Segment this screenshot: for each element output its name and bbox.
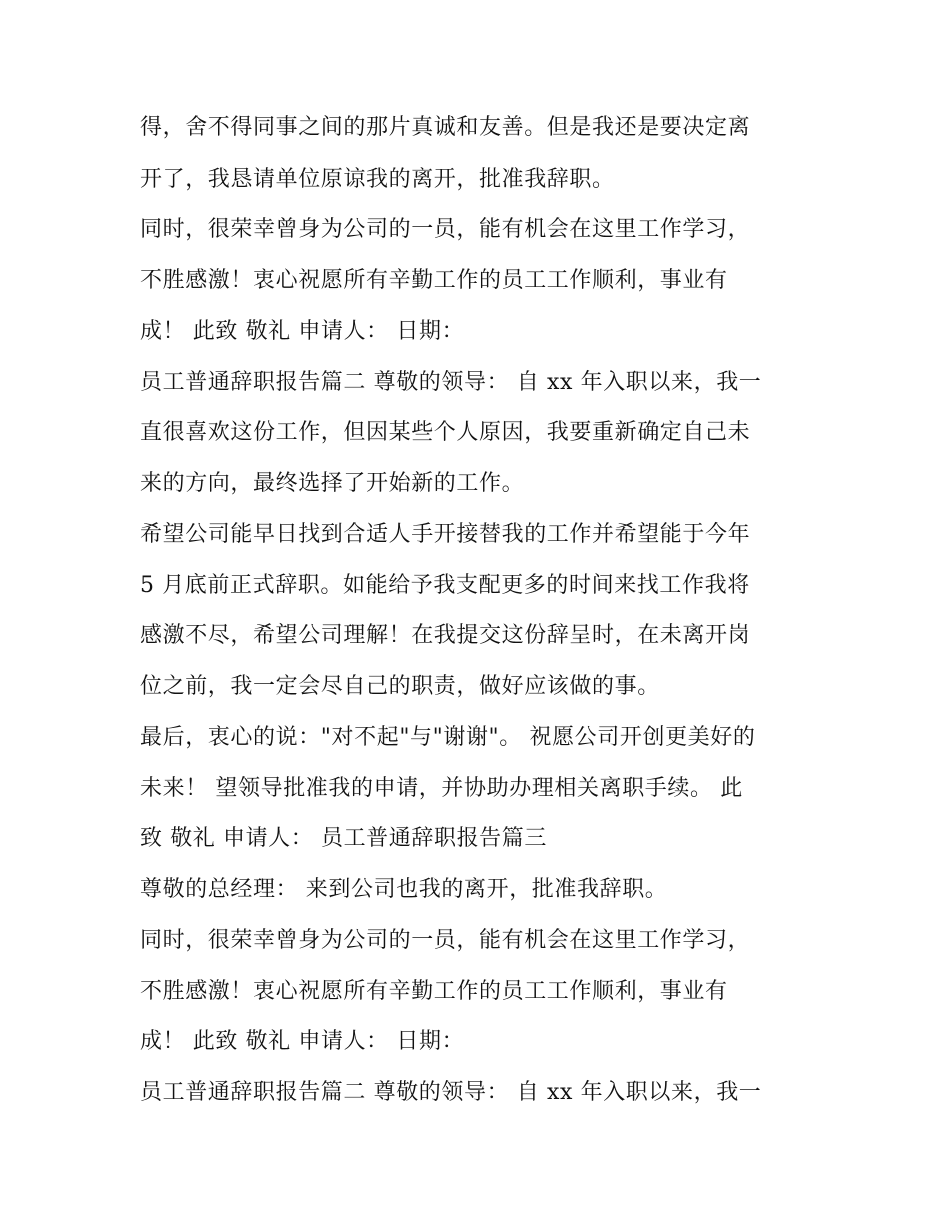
text-line: 感激不尽，希望公司理解！在我提交这份辞呈时，在未离开岗 xyxy=(140,623,751,648)
text-line: 最后，衷心的说："对不起"与"谢谢"。 祝愿公司开创更美好的 xyxy=(140,725,756,750)
text-line: 未来！ 望领导批准我的申请，并协助办理相关离职手续。 此 xyxy=(140,776,743,801)
text-line: 希望公司能早日找到合适人手开接替我的工作并希望能于今年 xyxy=(140,522,751,547)
text-line: 开了，我恳请单位原谅我的离开，批准我辞职。 xyxy=(140,167,615,192)
text-line: 不胜感激！衷心祝愿所有辛勤工作的员工工作顺利，事业有 xyxy=(140,979,728,1004)
text-line: 直很喜欢这份工作，但因某些个人原因，我要重新确定自己未 xyxy=(140,420,751,445)
text-line: 得，舍不得同事之间的那片真诚和友善。但是我还是要决定离 xyxy=(140,115,751,140)
text-line: 员工普通辞职报告篇二 尊敬的领导： 自 xx 年入职以来，我一 xyxy=(140,1080,762,1105)
text-line: 同时，很荣幸曾身为公司的一员，能有机会在这里工作学习， xyxy=(140,217,751,242)
text-line: 不胜感激！衷心祝愿所有辛勤工作的员工工作顺利，事业有 xyxy=(140,268,728,293)
text-line: 位之前，我一定会尽自己的职责，做好应该做的事。 xyxy=(140,674,660,699)
text-line: 员工普通辞职报告篇二 尊敬的领导： 自 xx 年入职以来，我一 xyxy=(140,370,762,395)
text-line: 致 敬礼 申请人： 员工普通辞职报告篇三 xyxy=(140,826,547,851)
text-line: 成！ 此致 敬礼 申请人： 日期： xyxy=(140,1029,465,1054)
text-line: 尊敬的总经理： 来到公司也我的离开，批准我辞职。 xyxy=(140,877,668,902)
text-line: 来的方向，最终选择了开始新的工作。 xyxy=(140,471,525,496)
text-line: 5 月底前正式辞职。如能给予我支配更多的时间来找工作我将 xyxy=(140,573,750,598)
text-line: 同时，很荣幸曾身为公司的一员，能有机会在这里工作学习， xyxy=(140,928,751,953)
text-line: 成！ 此致 敬礼 申请人： 日期： xyxy=(140,319,465,344)
